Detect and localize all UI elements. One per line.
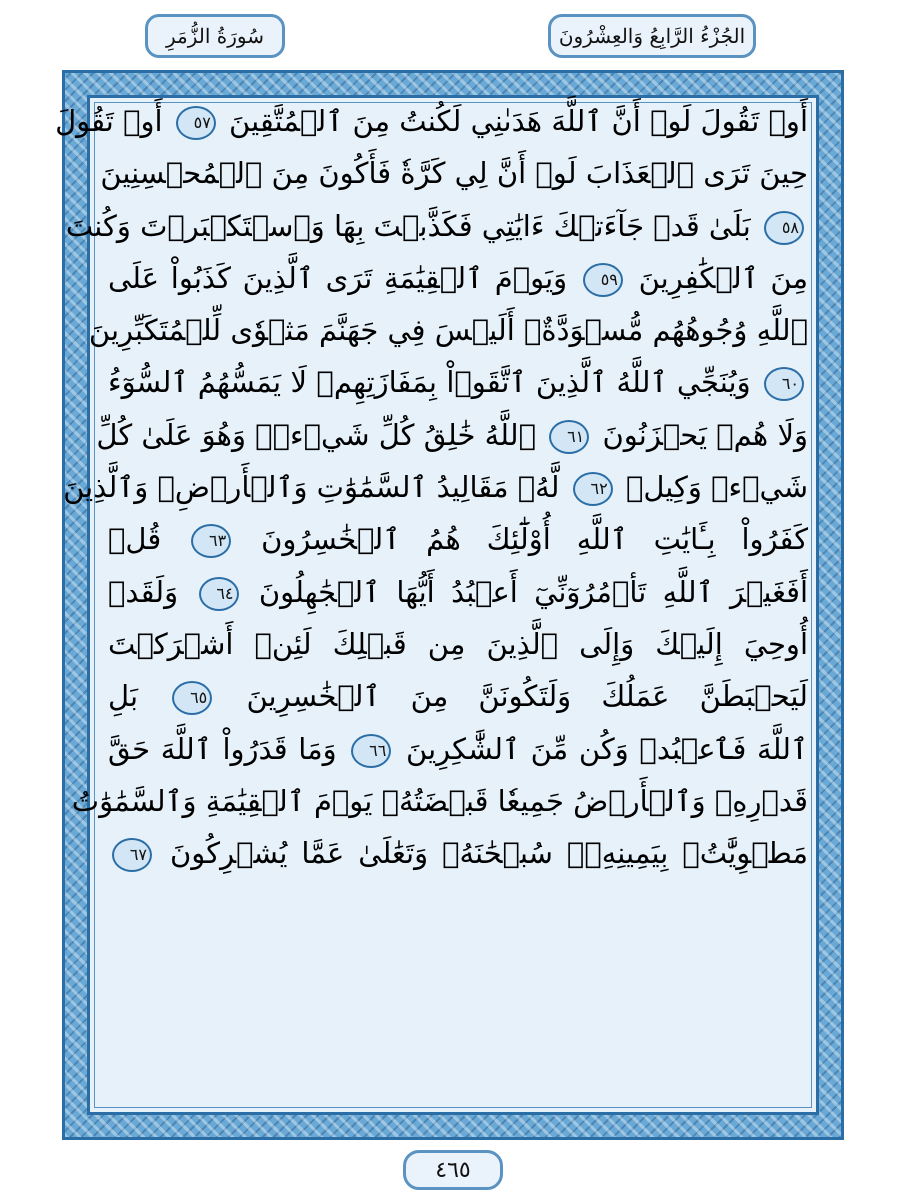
text-line (88, 304, 808, 356)
verse-text-segment: وَمَا قَدَرُواْ ٱللَّهَ حَقَّ (108, 731, 337, 766)
verse-text-segment: قَدۡرِهِۦ وَٱلۡأَرۡضُ جَمِيعٗا قَبۡضَتُهُۥ يَوۡمَ ٱلۡقِيَٰمَةِ وَٱلسَّمَٰوَٰتُ (71, 783, 808, 818)
ayah-number-marker: ٦٥ (172, 681, 212, 715)
verse-text-segment: مِنَ ٱلۡكَٰفِرِينَ (638, 260, 808, 295)
text-line (55, 95, 808, 147)
verse-text-segment: أُوحِيَ إِلَيۡكَ وَإِلَى ٱلَّذِينَ مِن قَبۡلِكَ لَئِنۡ أَشۡرَكۡتَ (108, 626, 808, 661)
verse-text-segment: شَيۡءٖ وَكِيلٞ (625, 470, 808, 505)
ayah-number-marker: ٦٦ (351, 734, 391, 768)
verse-text-segment: وَلَقَدۡ (108, 574, 179, 609)
verse-text-segment: وَيُنَجِّي ٱللَّهُ ٱلَّذِينَ ٱتَّقَوۡاْ بِمَفَازَتِهِمۡ لَا يَمَسُّهُمُ ٱلسُّوٓءُ (108, 365, 751, 400)
text-line (71, 775, 808, 827)
verse-text-segment: ٱللَّهَ فَٱعۡبُدۡ وَكُن مِّنَ ٱلشَّٰكِرِينَ (406, 731, 809, 766)
ayah-number-marker: ٥٨ (764, 211, 804, 245)
verse-text-segment: كَفَرُواْ بِـَٔايَٰتِ ٱللَّهِ أُوْلَٰٓئِكَ هُمُ ٱلۡخَٰسِرُونَ (261, 522, 809, 557)
juz-name-header: الجُزْءُ الرَّابِعُ وَالعِشْرُونَ (548, 14, 756, 58)
verse-text-segment: لَّهُۥ مَقَالِيدُ ٱلسَّمَٰوَٰتِ وَٱلۡأَرۡضِۗ وَٱلَّذِينَ (63, 470, 560, 505)
verse-text-segment: لَيَحۡبَطَنَّ عَمَلُكَ وَلَتَكُونَنَّ مِنَ ٱلۡخَٰسِرِينَ (246, 679, 809, 714)
ayah-number-marker: ٥٩ (583, 263, 623, 297)
ayah-number-marker: ٥٧ (176, 106, 216, 140)
verse-text-segment: ٱللَّهِ وُجُوهُهُم مُّسۡوَدَّةٌۚ أَلَيۡسَ فِي جَهَنَّمَ مَثۡوٗى لِّلۡمُتَكَبِّرِينَ (88, 313, 808, 348)
ayah-number-marker: ٦٤ (199, 577, 239, 611)
text-line (108, 513, 808, 565)
verse-text-segment: بَلِ (108, 679, 139, 714)
text-line (108, 356, 808, 408)
text-line (65, 200, 808, 252)
ayah-number-marker: ٦٣ (191, 524, 231, 558)
verse-text-segment: ٱللَّهُ خَٰلِقُ كُلِّ شَيۡءٖۖ وَهُوَ عَلَىٰ كُلِّ (96, 417, 537, 452)
text-line (63, 461, 808, 513)
text-line (108, 618, 808, 670)
verse-text-segment: أَفَغَيۡرَ ٱللَّهِ تَأۡمُرُوٓنِّيٓ أَعۡبُدُ أَيُّهَا ٱلۡجَٰهِلُونَ (258, 574, 809, 609)
text-line (108, 723, 808, 775)
text-line (96, 409, 808, 461)
verse-text-segment: بَلَىٰ قَدۡ جَآءَتۡكَ ءَايَٰتِي فَكَذَّبۡتَ بِهَا وَٱسۡتَكۡبَرۡتَ وَكُنتَ (65, 208, 751, 243)
verse-text-segment: حِينَ تَرَى ٱلۡعَذَابَ لَوۡ أَنَّ لِي كَرَّةٗ فَأَكُونَ مِنَ ٱلۡمُحۡسِنِينَ (100, 156, 808, 191)
ayah-number-marker: ٦٧ (112, 838, 152, 872)
page-number: ٤٦٥ (403, 1150, 503, 1190)
verse-text-segment: مَطۡوِيَّٰتُۢ بِيَمِينِهِۦۚ سُبۡحَٰنَهُۥ وَتَعَٰلَىٰ عَمَّا يُشۡرِكُونَ (169, 836, 808, 871)
text-line (108, 252, 808, 304)
verse-text-segment: وَيَوۡمَ ٱلۡقِيَٰمَةِ تَرَى ٱلَّذِينَ كَذَبُواْ عَلَى (108, 260, 568, 295)
text-line (100, 147, 808, 199)
ayah-number-marker: ٦١ (549, 420, 589, 454)
verse-text-segment: أَوۡ تَقُولَ لَوۡ أَنَّ ٱللَّهَ هَدَىٰنِي لَكُنتُ مِنَ ٱلۡمُتَّقِينَ (229, 104, 808, 138)
verse-text-block (55, 95, 809, 879)
ayah-number-marker: ٦٠ (764, 367, 804, 401)
text-line (108, 827, 808, 879)
verse-text-segment: أَوۡ تَقُولَ (55, 104, 163, 138)
text-line (108, 670, 808, 722)
surah-name-header: سُورَةُ الزُّمَرِ (145, 14, 285, 58)
text-line (108, 566, 808, 618)
verse-text-segment: وَلَا هُمۡ يَحۡزَنُونَ (602, 417, 808, 452)
ayah-number-marker: ٦٢ (573, 472, 613, 506)
verse-text-segment: قُلۡ (108, 522, 162, 557)
